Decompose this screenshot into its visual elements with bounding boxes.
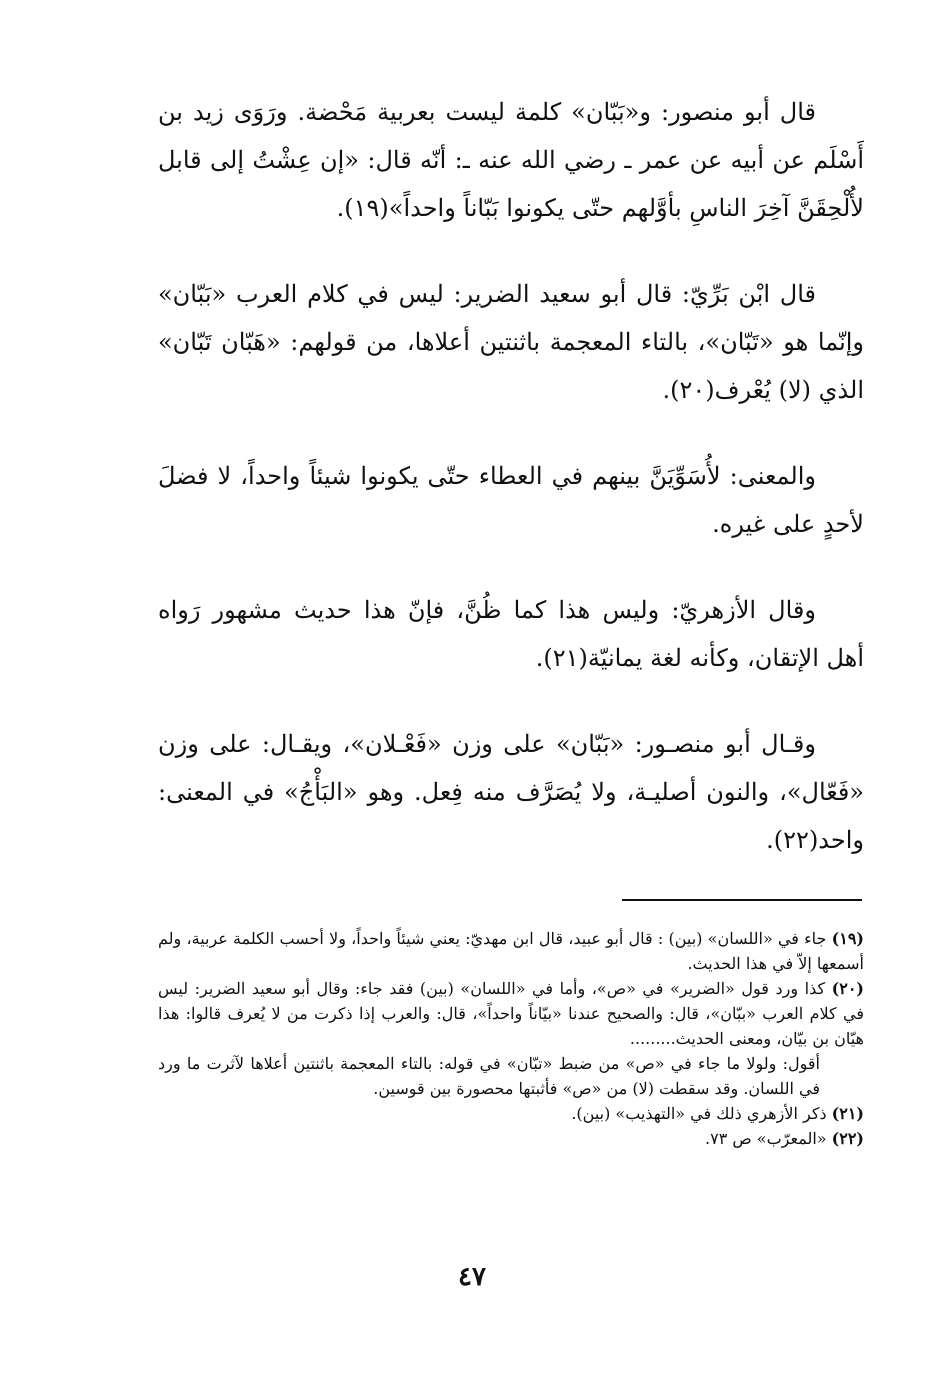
footnote-20-note: أقول: ولولا ما جاء في «ص» من ضبط «تبّان» في قوله: بالتاء المعجمة باثنتين أعلاها لآثرت ما ورد في اللسان. وقد سقطت (لا) من «ص» فأثبتها محصورة بين قوسين. <box>158 1054 820 1098</box>
paragraph-1: قال أبو منصور: و«بَبّان» كلمة ليست بعربية مَحْضة. ورَوَى زيد بن أَسْلَم عن أبيه عن عمر ـ رضي الله عنه ـ: أنّه قال: «إن عِشْتُ إلى قابل لأُلْحِقَنَّ آخِرَ الناسِ بأوَّلهم حتّى يكونوا بَبّاناً واحداً»(١٩). <box>158 98 864 222</box>
page-number: ٤٧ <box>458 1262 486 1292</box>
paragraph-2: قال ابْن بَرِّيّ: قال أبو سعيد الضرير: ليس في كلام العرب «بَبّان» وإنّما هو «تَبّان»، بالتاء المعجمة باثنتين أعلاها، من قولهم: «هَبّان تَبّان» الذي (لا) يُعْرف(٢٠). <box>158 280 864 404</box>
footnotes <box>158 926 864 1151</box>
paragraph-4: وقال الأزهريّ: وليس هذا كما ظُنَّ، فإنّ هذا حديث مشهور رَواه أهل الإتقان، وكأنه لغة يمانيّة(٢١). <box>158 596 864 672</box>
footnote-text: كذا ورد قول «الضرير» في «ص»، وأما في «اللسان» (بين) فقد جاء: وقال أبو سعيد الضرير: ليس في كلام العرب «ببّان»، قال: والصحيح عندنا «بيّاناً واحداً»، قال: والعرب إذا ذكرت من لا يُعرف قالوا: هذا هيّان بن بيّان، ومعنى الحديث......... <box>158 979 864 1048</box>
footnote-separator <box>622 899 862 901</box>
footnote-number: (١٩) <box>831 929 864 948</box>
footnote-text: ذكر الأزهري ذلك في «التهذيب» (بين). <box>571 1104 827 1123</box>
footnote-text: «المعرّب» ص ٧٣. <box>705 1129 827 1148</box>
paragraph-5: وقـال أبو منصـور: «بَبّان» على وزن «فَعْـلان»، ويقـال: على وزن «فَعّال»، والنون أصليـة، ولا يُصَرَّف منه فِعل. وهو «البَأْجُ» في المعنى: واحد(٢٢). <box>158 730 864 854</box>
footnote-text: جاء في «اللسان» (بين) : قال أبو عبيد، قال ابن مهديّ: يعني شيئاً واحداً، ولا أحسب الكلمة عربية، ولم أسمعها إلاّ في هذا الحديث. <box>158 929 864 973</box>
footnote-number: (٢١) <box>831 1104 864 1123</box>
footnote-21 <box>158 1101 864 1126</box>
footnote-number: (٢٠) <box>831 979 864 998</box>
footnote-20 <box>158 976 864 1051</box>
footnote-19 <box>158 926 864 976</box>
main-text <box>158 88 864 902</box>
footnote-22 <box>158 1126 864 1151</box>
footnote-number: (٢٢) <box>831 1129 864 1148</box>
paragraph-3: والمعنى: لأُسَوِّيَنَّ بينهم في العطاء حتّى يكونوا شيئاً واحداً، لا فضلَ لأحدٍ على غيره. <box>158 462 864 538</box>
